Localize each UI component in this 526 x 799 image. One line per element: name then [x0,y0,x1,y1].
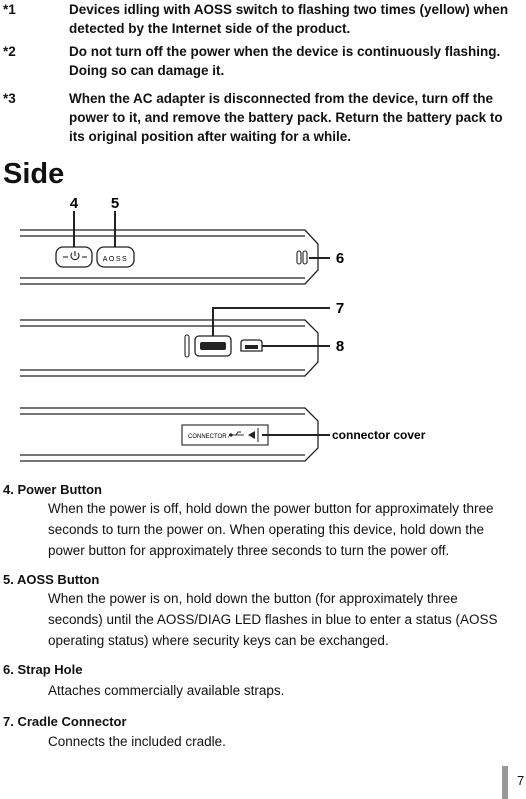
note-marker: *1 [3,2,16,17]
callout-7: 7 [335,300,345,317]
note-text: Do not turn off the power when the device is continuously flashing. Doing so can damage it. [69,44,501,78]
item-desc-power-button: When the power is off, hold down the power button for approximately three seconds to turn the power on. When operating this device, hold down the power button for approximately three seconds to turn the power off. [48,501,494,558]
power-symbol-icon [63,251,87,260]
item-desc-aoss-button: When the power is on, hold down the button (for approximately three seconds) until the AOSS/DIAG LED flashes in blue to enter a status (AOSS operating status) where security keys can be exchanged. [48,591,498,648]
note-text: When the AC adapter is disconnected from the device, turn off the power to it, and remove the battery pack. Return the battery pack to its original position after waiting for a while. [69,91,503,144]
callout-8: 8 [335,338,345,355]
item-title-aoss-button: 5. AOSS Button [3,572,100,587]
item-title-power-button: 4. Power Button [3,482,102,497]
connector-cover-label: connector cover [332,428,426,442]
strap-hole-icon [297,251,301,264]
callout-6: 6 [335,250,345,267]
aoss-button-label: AOSS [102,256,129,263]
item-title-cradle-connector: 7. Cradle Connector [3,714,127,729]
connector-label: CONNECTOR / [188,434,230,440]
note-marker: *2 [3,44,16,59]
note-marker: *3 [3,91,16,106]
callout-5: 5 [110,195,120,212]
device-connector-view [20,320,318,376]
page-number: 7 [517,773,525,788]
note-text: Devices idling with AOSS switch to flashing two times (yellow) when detected by the Internet side of the product. [69,2,509,36]
item-desc-cradle-connector: Connects the included cradle. [48,734,226,749]
callout-4: 4 [69,195,79,212]
device-side-figure [0,190,526,465]
item-desc-strap-hole: Attaches commercially available straps. [48,683,285,698]
page-marker-bar [502,766,508,799]
item-title-strap-hole: 6. Strap Hole [3,662,83,677]
section-title: Side [3,158,65,190]
usb-symbol-icon [230,432,244,436]
arrow-left-icon [248,431,255,439]
